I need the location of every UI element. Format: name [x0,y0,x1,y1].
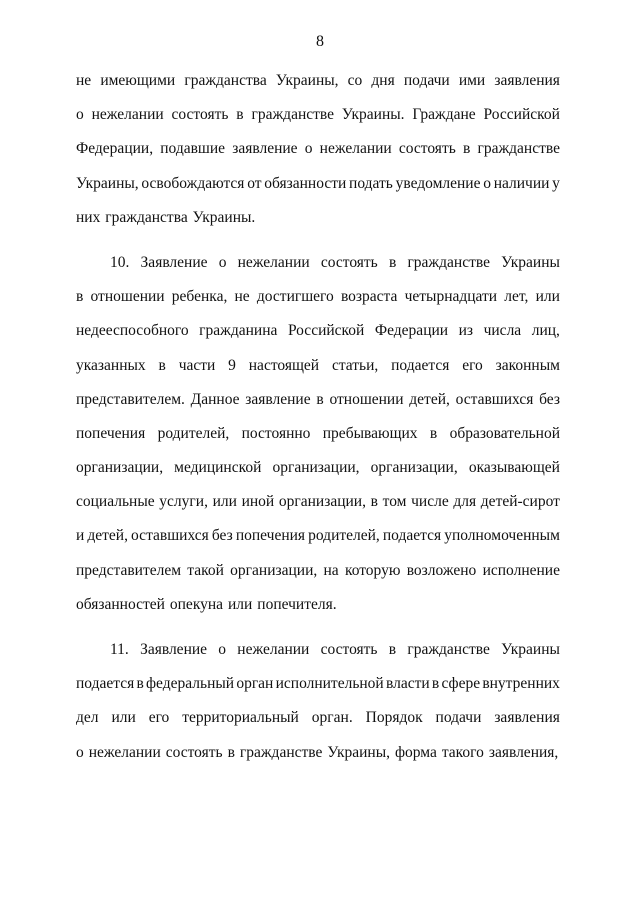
word: гражданстве [477,140,560,158]
word: гражданстве [407,641,490,658]
word: гражданства [105,208,188,226]
text-line [76,201,560,235]
word: Украины, [76,174,139,192]
word: дел [76,709,99,727]
word: имеющими [100,72,176,89]
word: нежелании [91,106,164,124]
word: оставшихся [131,527,209,545]
text-line [76,383,560,417]
word: законным [495,356,560,374]
word: обязанностей [76,595,165,613]
text-line [76,132,560,166]
word: уведомление [395,174,481,192]
word: или [228,595,253,613]
word: попечения [235,527,306,545]
word: достигшего [256,288,334,306]
word: подачи [435,709,482,727]
word: родителей, [157,424,230,442]
word: в [158,356,166,374]
word: освобождаются [141,174,245,192]
paragraph [76,64,560,235]
word: четырнадцати [404,288,498,306]
word: 11. [110,641,129,658]
word: родителей, [308,527,380,545]
word: социальные [76,493,155,511]
word: в [316,390,324,408]
word: том [382,493,407,511]
word: в [462,140,471,158]
word: пребывающих [322,424,418,442]
word: в [431,675,440,693]
word: в [429,424,438,442]
word: состоять [320,253,378,271]
word: подачи [403,72,450,89]
paragraph [76,246,560,622]
word: без [539,390,560,408]
word: орган [236,675,274,693]
word: нежелании [88,743,161,761]
word: опекуна [169,595,224,613]
word: оказывающей [468,459,560,477]
word: со [347,72,363,89]
paragraph [76,633,560,770]
word: состоять [171,106,229,124]
word: нежелании [319,140,392,158]
word: состоять [165,743,223,761]
word: них [76,208,101,226]
word: Федерации [374,322,449,340]
text-line [76,485,560,519]
word: Украины [501,253,560,271]
text-line [76,701,560,735]
word: территориальный [182,709,299,727]
word: наличии [493,174,550,192]
word: в [76,288,84,306]
word: представителем [76,561,182,579]
word: от [247,174,262,192]
word: заявление [232,140,298,158]
word: гражданства [184,72,267,89]
word: попечителя. [257,595,337,613]
word: такой [187,561,224,579]
word: в [227,743,235,761]
word: федеральный [146,675,235,693]
word: орган. [311,709,353,727]
word: заявления [494,72,560,89]
word: подается [391,356,450,374]
word: дня [371,72,395,89]
word: организации, [230,561,318,579]
word: части [178,356,216,374]
word: власти [385,675,430,693]
word: внутренних [482,675,560,693]
word: недееспособного [76,322,189,340]
word: сфере [441,675,481,693]
text-line [76,736,560,770]
word: в [236,106,244,124]
text-line [76,98,560,132]
word: о [218,641,227,658]
word: в [136,675,144,693]
word: такого [441,743,484,761]
word: отношении [90,288,165,306]
word: или [212,493,237,511]
word: на [323,561,339,579]
word: 9 [228,356,236,374]
word: нежелании [237,253,310,271]
word: подать [349,174,393,192]
word: гражданстве [407,253,490,271]
word: возложено [406,561,477,579]
word: отношении [329,390,404,408]
word: в [388,641,397,658]
word: настоящей [248,356,320,374]
word: организации, [278,493,366,511]
word: возраста [340,288,398,306]
word: подается [382,527,442,545]
word: числа [483,322,522,340]
word: состоять [398,140,456,158]
word: нежелании [237,641,310,658]
word: не [234,288,250,306]
word: детей, [87,527,128,545]
word: Украины [501,641,560,658]
word: для [453,493,477,511]
word: без [211,527,233,545]
word: Украины, [327,743,390,761]
word: представителем. [76,390,185,408]
word: попечения [76,424,146,442]
word: заявления, [488,743,559,761]
word: лиц, [531,322,560,340]
text-line [76,246,560,280]
text-line [76,64,560,98]
word: услуги, [159,493,208,511]
word: форма [394,743,437,761]
paragraph-gap [76,622,560,633]
word: оставшихся [455,390,534,408]
word: статьи, [331,356,379,374]
word: 10. [110,253,130,271]
word: исполнение [482,561,560,579]
text-line [76,349,560,383]
word: указанных [76,356,146,374]
word: ребенка, [171,288,228,306]
word: организации, [76,459,164,477]
word: организации, [272,459,360,477]
word: или [111,709,136,727]
text-line [76,417,560,451]
word: о [483,174,491,192]
word: гражданина [199,322,278,340]
word: Российской [483,106,560,124]
text-line [76,519,560,553]
word: о [76,743,84,761]
word: Российской [287,322,365,340]
word: Украины. [341,106,405,124]
document-body [76,64,560,770]
word: не [76,72,92,89]
text-line [76,314,560,348]
word: его [148,709,170,727]
word: о [218,253,227,271]
text-line [76,633,560,667]
word: медицинской [174,459,262,477]
text-line [76,280,560,314]
word: и [76,527,85,545]
word: его [462,356,483,374]
word: у [552,174,560,192]
word: числе [411,493,449,511]
word: в [388,253,397,271]
word: постоянно [241,424,311,442]
word: о [76,106,84,124]
word: Украины, [275,72,339,89]
word: образовательной [449,424,560,442]
word: детей-сирот [480,493,560,511]
word: Федерации, [76,140,154,158]
word: подавшие [160,140,226,158]
word: заявление [245,390,311,408]
word: заявления [494,709,560,727]
word: Украины. [192,208,256,226]
word: обязанности [264,174,347,192]
word: Заявление [140,253,208,271]
word: исполнительной [275,675,384,693]
paragraph-gap [76,235,560,246]
word: уполномоченным [444,527,560,545]
word: Порядок [365,709,423,727]
word: из [458,322,474,340]
word: подается [76,675,135,693]
word: организации, [370,459,458,477]
word: о [304,140,313,158]
text-line [76,667,560,701]
page-number: 8 [316,33,324,50]
text-line [76,451,560,485]
word: Граждане [412,106,476,124]
word: лет, [504,288,529,306]
word: состоять [320,641,378,658]
text-line [76,167,560,201]
text-line [76,554,560,588]
word: которую [344,561,401,579]
text-line [76,588,560,622]
word: гражданстве [239,743,323,761]
word: Данное [190,390,240,408]
word: детей, [409,390,450,408]
word: гражданстве [251,106,335,124]
word: иной [241,493,275,511]
word: ими [458,72,486,89]
word: Заявление [140,641,208,658]
word: или [535,288,560,306]
word: в [370,493,378,511]
